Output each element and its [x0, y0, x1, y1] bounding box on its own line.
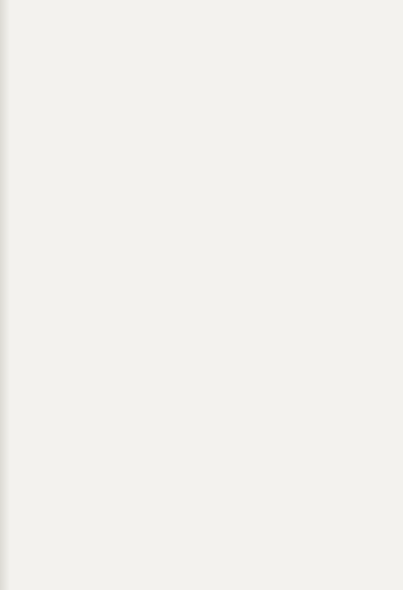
- table-of-contents: [14, 6, 386, 18]
- section-gap: [14, 6, 386, 18]
- page-edge-shadow: [0, 0, 10, 590]
